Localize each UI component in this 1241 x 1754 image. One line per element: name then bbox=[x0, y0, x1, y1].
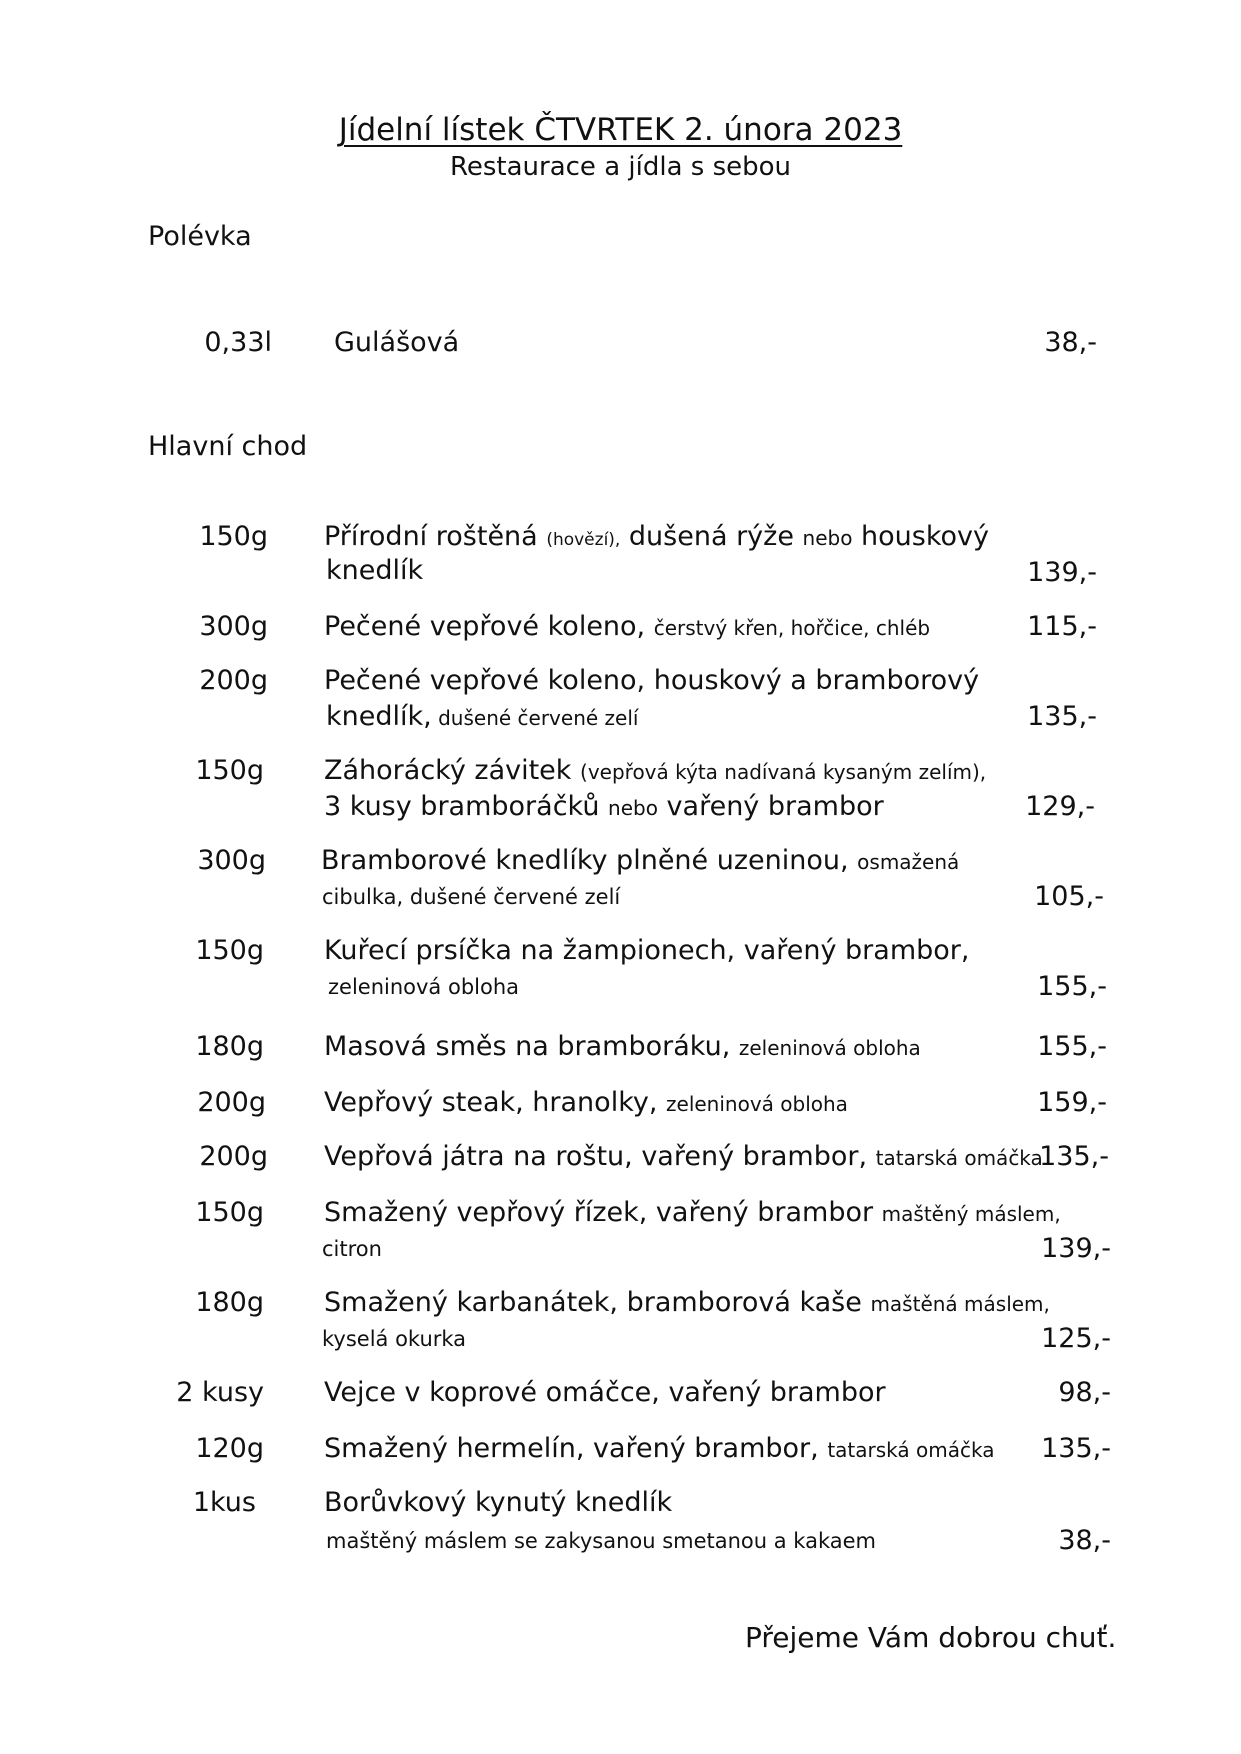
item-price: 159,- bbox=[1037, 1087, 1107, 1118]
item-name: Bramborové knedlíky plněné uzeninou, osmažená bbox=[321, 845, 960, 876]
item-quantity: 150g bbox=[195, 935, 264, 966]
item-price: 98,- bbox=[1058, 1377, 1111, 1408]
item-description: cibulka, dušené červené zelí bbox=[322, 885, 621, 909]
item-name: Přírodní roštěná (hovězí), dušená rýže nebo houskový bbox=[324, 521, 989, 552]
item-name: Vepřový steak, hranolky, zeleninová obloha bbox=[324, 1087, 848, 1118]
item-quantity: 300g bbox=[197, 845, 266, 876]
item-price: 139,- bbox=[1041, 1233, 1111, 1264]
item-name: Vejce v koprové omáčce, vařený brambor bbox=[324, 1377, 886, 1408]
item-name: Smažený vepřový řízek, vařený brambor maštěný máslem, bbox=[324, 1197, 1061, 1228]
item-quantity: 1kus bbox=[192, 1487, 256, 1518]
item-name: Kuřecí prsíčka na žampionech, vařený brambor, bbox=[324, 935, 970, 966]
item-quantity: 300g bbox=[199, 611, 268, 642]
item-name: Smažený hermelín, vařený brambor, tatarská omáčka bbox=[324, 1433, 995, 1464]
item-description: citron bbox=[322, 1237, 382, 1261]
item-quantity: 150g bbox=[195, 755, 264, 786]
item-price: 105,- bbox=[1034, 881, 1104, 912]
item-description: kyselá okurka bbox=[322, 1327, 467, 1351]
item-quantity: 200g bbox=[197, 1087, 266, 1118]
item-quantity: 150g bbox=[195, 1197, 264, 1228]
item-description: maštěný máslem se zakysanou smetanou a kakaem bbox=[326, 1529, 877, 1553]
item-price: 125,- bbox=[1041, 1323, 1111, 1354]
item-quantity: 120g bbox=[195, 1433, 264, 1464]
item-price: 115,- bbox=[1027, 611, 1097, 642]
menu-subtitle: Restaurace a jídla s sebou bbox=[449, 152, 792, 182]
item-description: zeleninová obloha bbox=[328, 975, 520, 999]
item-price: 135,- bbox=[1027, 701, 1097, 732]
item-name-line2: knedlík, dušené červené zelí bbox=[326, 701, 639, 732]
section-heading-main: Hlavní chod bbox=[148, 431, 308, 462]
item-quantity: 180g bbox=[195, 1287, 264, 1318]
item-name-line2: knedlík bbox=[326, 555, 424, 586]
item-price: 38,- bbox=[1058, 1525, 1111, 1556]
item-price: 135,- bbox=[1039, 1141, 1109, 1172]
item-name: Borůvkový kynutý knedlík bbox=[324, 1487, 673, 1518]
item-price: 129,- bbox=[1025, 791, 1095, 822]
item-name: Záhorácký závitek (vepřová kýta nadívaná kysaným zelím), bbox=[324, 755, 987, 786]
item-name: Pečené vepřové koleno, čerstvý křen, hořčice, chléb bbox=[324, 611, 931, 642]
item-price: 139,- bbox=[1027, 557, 1097, 588]
item-name: Smažený karbanátek, bramborová kaše maštěná máslem, bbox=[324, 1287, 1050, 1318]
item-price: 155,- bbox=[1037, 971, 1107, 1002]
section-heading-soup: Polévka bbox=[148, 221, 252, 252]
item-name: Masová směs na bramboráku, zeleninová obloha bbox=[324, 1031, 921, 1062]
footer-greeting: Přejeme Vám dobrou chuť. bbox=[745, 1621, 1117, 1654]
item-name-line2: 3 kusy bramboráčků nebo vařený brambor bbox=[324, 791, 884, 822]
item-name: Pečené vepřové koleno, houskový a bramborový bbox=[324, 665, 980, 696]
item-quantity: 2 kusy bbox=[176, 1377, 264, 1408]
item-name: Vepřová játra na roštu, vařený brambor, tatarská omáčka bbox=[324, 1141, 1043, 1172]
item-price: 135,- bbox=[1041, 1433, 1111, 1464]
soup-price: 38,- bbox=[1044, 327, 1097, 358]
item-quantity: 180g bbox=[195, 1031, 264, 1062]
menu-title: Jídelní lístek ČTVRTEK 2. února 2023 bbox=[338, 112, 903, 148]
soup-quantity: 0,33l bbox=[204, 327, 272, 358]
item-quantity: 200g bbox=[199, 1141, 268, 1172]
soup-name: Gulášová bbox=[334, 327, 460, 358]
item-quantity: 200g bbox=[199, 665, 268, 696]
item-quantity: 150g bbox=[199, 521, 268, 552]
item-price: 155,- bbox=[1037, 1031, 1107, 1062]
